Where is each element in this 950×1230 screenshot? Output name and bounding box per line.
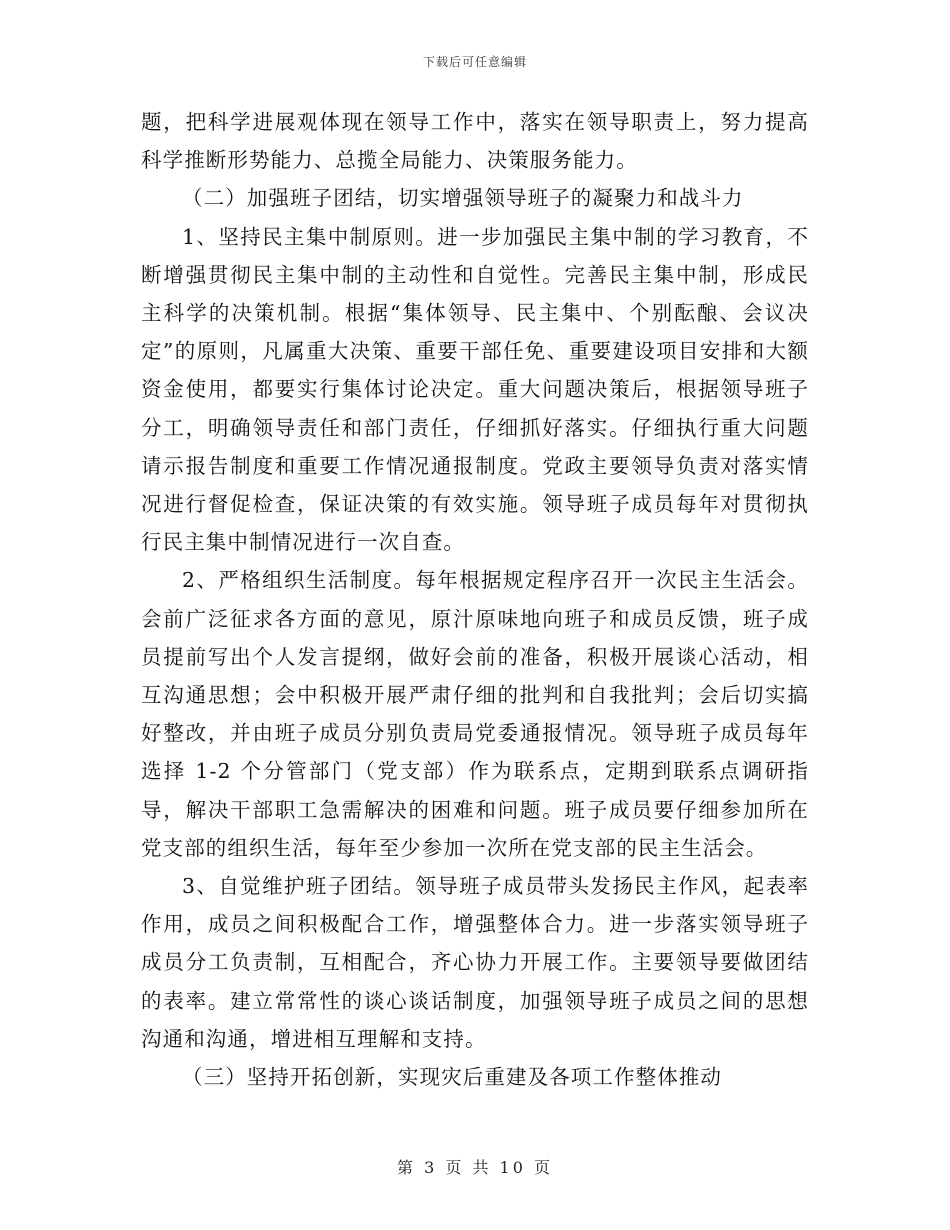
section-heading: （二）加强班子团结，切实增强领导班子的凝聚力和战斗力 (182, 186, 744, 211)
page-header: 下载后可任意编辑 (422, 55, 527, 69)
page-footer: 第 3 页 共 10 页 (397, 1158, 553, 1177)
paragraph: 1、坚持民主集中制原则。进一步加强民主集中制的学习教育，不断增强贯彻民主集中制的主动性和自觉性。完善民主集中制，形成民主科学的决策机制。根据“集体领导、民主集中、个别酝酿、会议决定”的原则，凡属重大决策、重要干部任免、重要建设项目安排和大额资金使用，都要实行集体讨论决定。重大问题决策后，根据领导班子分工，明确领导责任和部门责任，仔细抓好落实。仔细执行重大问题请示报告制度和重要工作情况通报制度。党政主要领导负责对落实情况进行督促检查，保证决策的有效实施。领导班子成员每年对贯彻执行民主集中制情况进行一次自查。 (141, 224, 809, 555)
section-heading: （三）坚持开拓创新，实现灾后重建及各项工作整体推动 (182, 1065, 722, 1090)
paragraph: 2、严格组织生活制度。每年根据规定程序召开一次民主生活会。会前广泛征求各方面的意见，原汁原味地向班子和成员反馈，班子成员提前写出个人发言提纲，做好会前的准备，积极开展谈心活动，相互沟通思想；会中积极开展严肃仔细的批判和自我批判；会后切实搞好整改，并由班子成员分别负责局党委通报情况。领导班子成员每年选择 1-2 个分管部门（党支部）作为联系点，定期到联系点调研指导，解决干部职工急需解决的困难和问题。班子成员要仔细参加所在党支部的组织生活，每年至少参加一次所在党支部的民主生活会。 (141, 568, 809, 860)
paragraph: 3、自觉维护班子团结。领导班子成员带头发扬民主作风，起表率作用，成员之间积极配合工作，增强整体合力。进一步落实领导班子成员分工负责制，互相配合，齐心协力开展工作。主要领导要做团结的表率。建立常常性的谈心谈话制度，加强领导班子成员之间的思想沟通和沟通，增进相互理解和支持。 (141, 874, 809, 1051)
document-body (141, 103, 809, 1096)
paragraph: 题，把科学进展观体现在领导工作中，落实在领导职责上，努力提高科学推断形势能力、总揽全局能力、决策服务能力。 (141, 110, 809, 173)
